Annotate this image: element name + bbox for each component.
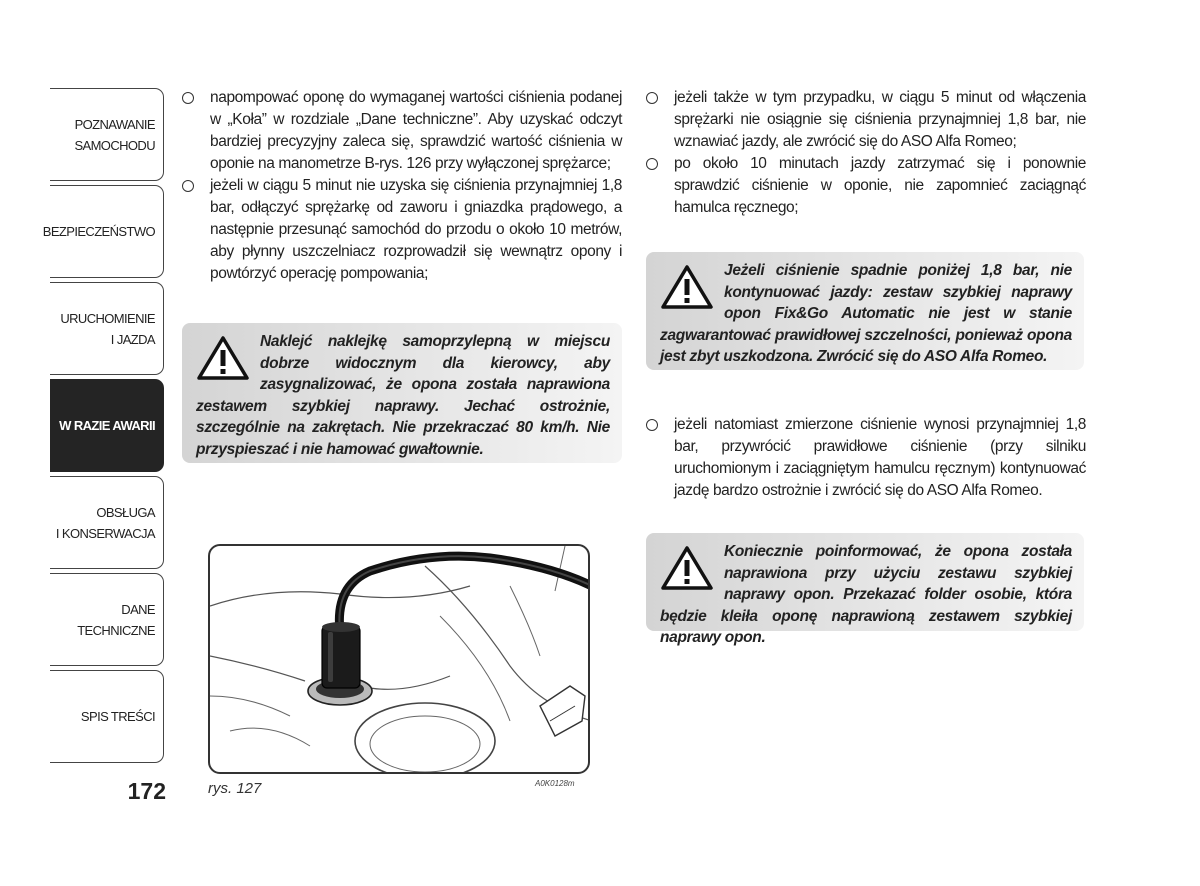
figure-caption: rys. 127	[208, 780, 262, 797]
warning-triangle-icon	[660, 545, 714, 591]
bullet-text: jeżeli w ciągu 5 minut nie uzyska się ciśnienia przynajmniej 1,8 bar, odłączyć sprężarkę od zaworu i gniazdka prądowego, a następnie przesunąć samochód do przodu o około 10 metrów, aby płynny uszczelniacz rozprowadził się wewnątrz opony i powtórzyć operację pompowania;	[210, 177, 622, 282]
warning-box-pressure	[646, 252, 1084, 370]
warning-text: Jeżeli ciśnienie spadnie poniżej 1,8 bar, nie kontynuować jazdy: zestaw szybkiej naprawy opon Fix&Go Automatic nie jest w stanie zagwarantować prawidłowej szczelności, ponieważ opona jest zbyt uszkodzona. Zwrócić się do ASO Alfa Romeo.	[660, 262, 1072, 365]
list-item	[646, 87, 1086, 153]
tab-poznawanie-samochodu[interactable]: POZNAWANIE SAMOCHODU	[50, 88, 164, 181]
bullet-circle-icon	[182, 92, 194, 104]
warning-text: Naklejć naklejkę samoprzylepną w miejscu dobrze widocznym dla kierowcy, aby zasygnalizować, że opona została naprawiona zestawem szybkiej naprawy. Jechać ostrożnie, szczególnie na zakrętach. Nie przekraczać 80 km/h. Nie przyspieszać i nie hamować gwałtownie.	[196, 333, 610, 458]
bullet-circle-icon	[646, 92, 658, 104]
tab-spis-tresci[interactable]: SPIS TREŚCI	[50, 670, 164, 763]
bullet-circle-icon	[646, 158, 658, 170]
list-item	[182, 175, 622, 285]
warning-triangle-icon	[660, 264, 714, 310]
tab-w-razie-awarii[interactable]: W RAZIE AWARII	[50, 379, 164, 472]
list-item	[646, 414, 1086, 502]
warning-box-inform	[646, 533, 1084, 646]
bullet-text: napompować oponę do wymaganej wartości ciśnienia podanej w „Koła” w rozdziale „Dane techniczne”. Aby uzyskać odczyt bardziej precyzyjny zaleca się, sprawdzić wartość ciśnienia w oponie na manometrze B-rys. 126 przy wyłączonej sprężarce;	[210, 89, 622, 172]
bullet-text: po około 10 minutach jazdy zatrzymać się i ponownie sprawdzić ciśnienie w oponie, nie zapomnieć zaciągnąć hamulca ręcznego;	[674, 155, 1086, 216]
list-item	[646, 153, 1086, 219]
bullet-circle-icon	[646, 419, 658, 431]
bullet-text: jeżeli natomiast zmierzone ciśnienie wynosi przynajmniej 1,8 bar, przywrócić prawidłowe ciśnienie (przy silniku uruchomionym i zaciągniętym hamulcu ręcznym) kontynuować jazdę bardzo ostrożnie i zwrócić się do ASO Alfa Romeo.	[674, 416, 1086, 499]
figure-code: A0K0128m	[535, 779, 575, 788]
tab-dane-techniczne[interactable]: DANE TECHNICZNE	[50, 573, 164, 666]
chapter-tabs	[42, 88, 166, 770]
right-column-middle	[646, 414, 1086, 502]
page-number: 172	[127, 778, 166, 804]
bullet-circle-icon	[182, 180, 194, 192]
tab-uruchomienie-i-jazda[interactable]: URUCHOMIENIE I JAZDA	[50, 282, 164, 375]
tab-obsluga-i-konserwacja[interactable]: OBSŁUGA I KONSERWACJA	[50, 476, 164, 569]
bullet-text: jeżeli także w tym przypadku, w ciągu 5 minut od włączenia sprężarki nie osiągnie się ciśnienia przynajmniej 1,8 bar, nie wznawiać jazdy, ale zwrócić się do ASO Alfa Romeo;	[674, 89, 1086, 150]
compressor-plug-illustration	[210, 546, 590, 774]
tab-bezpieczenstwo[interactable]: BEZPIECZEŃSTWO	[50, 185, 164, 278]
list-item	[182, 87, 622, 175]
left-column	[182, 87, 622, 285]
right-column	[646, 87, 1086, 219]
warning-triangle-icon	[196, 335, 250, 381]
figure-compressor-socket	[208, 544, 590, 774]
warning-box-sticker	[182, 323, 622, 463]
warning-text: Koniecznie poinformować, że opona została naprawiona przy użyciu zestawu szybkiej naprawy opon. Przekazać folder osobie, która będzie kleiła oponę naprawioną zestawem szybkiej naprawy opon.	[660, 543, 1072, 646]
